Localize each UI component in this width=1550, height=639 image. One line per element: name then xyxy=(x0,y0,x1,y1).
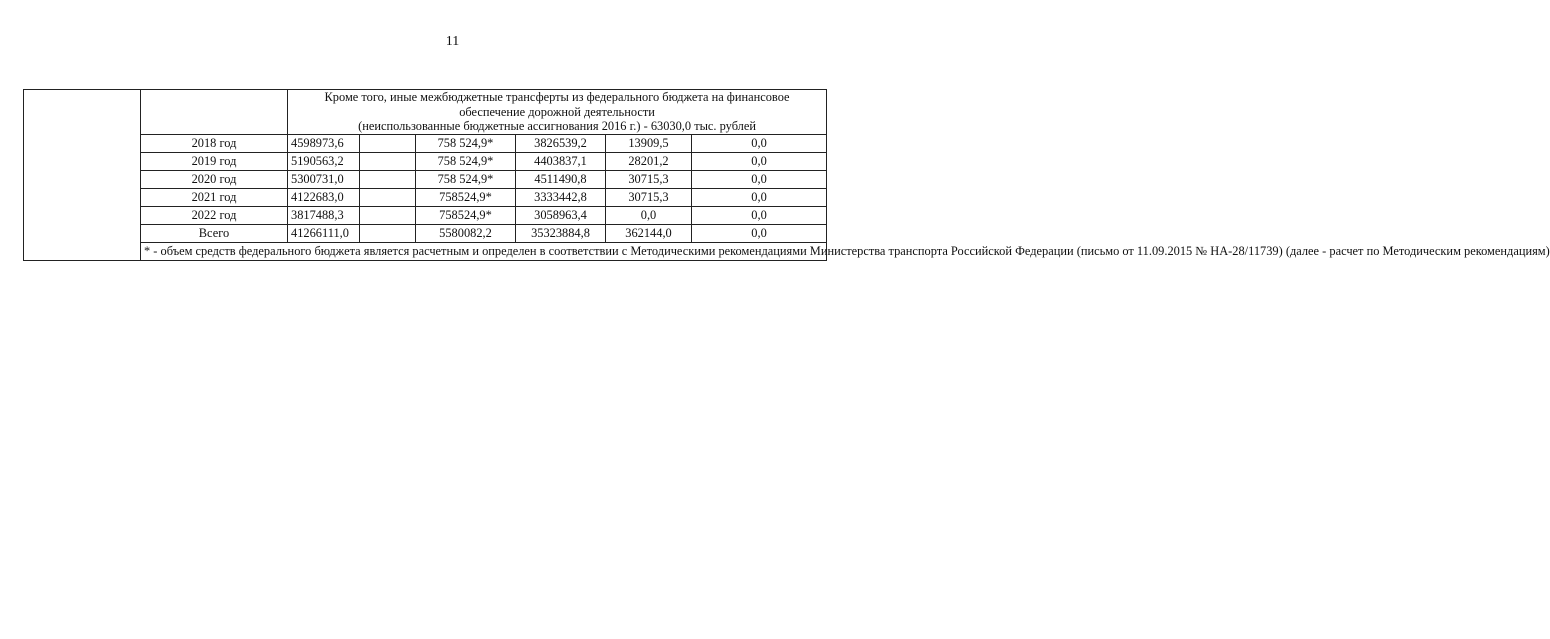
total-cell: 4598973,6 xyxy=(288,134,360,152)
empty-cell xyxy=(360,134,416,152)
federal-cell: 758524,9* xyxy=(416,188,516,206)
transfers-header-line3: (неиспользованные бюджетные ассигнования 2016 г.) - 63030,0 тыс. рублей xyxy=(358,119,756,134)
federal-cell: 758 524,9* xyxy=(416,134,516,152)
local-cell: 13909,5 xyxy=(606,134,692,152)
table-row xyxy=(24,188,827,206)
funding-table xyxy=(23,89,1550,261)
regional-cell: 3333442,8 xyxy=(516,188,606,206)
table-row xyxy=(24,152,827,170)
other-cell: 0,0 xyxy=(692,152,827,170)
other-cell: 0,0 xyxy=(692,224,827,242)
local-cell: 362144,0 xyxy=(606,224,692,242)
blank-header-cell xyxy=(141,90,288,135)
other-cell: 0,0 xyxy=(692,188,827,206)
regional-cell: 3058963,4 xyxy=(516,206,606,224)
year-cell: Всего xyxy=(141,224,288,242)
local-cell: 0,0 xyxy=(606,206,692,224)
transfers-header xyxy=(288,90,827,135)
table-row xyxy=(24,170,827,188)
blank-left-column xyxy=(24,90,141,261)
total-cell: 5300731,0 xyxy=(288,170,360,188)
other-cell: 0,0 xyxy=(692,170,827,188)
local-cell: 30715,3 xyxy=(606,188,692,206)
year-cell: 2020 год xyxy=(141,170,288,188)
other-cell: 0,0 xyxy=(692,206,827,224)
empty-cell xyxy=(360,188,416,206)
footnote-row xyxy=(24,242,827,260)
regional-cell: 3826539,2 xyxy=(516,134,606,152)
empty-cell xyxy=(360,170,416,188)
regional-cell: 4511490,8 xyxy=(516,170,606,188)
total-cell: 41266111,0 xyxy=(288,224,360,242)
table-row xyxy=(24,134,827,152)
empty-cell xyxy=(360,206,416,224)
transfers-header-line2: обеспечение дорожной деятельности xyxy=(459,104,655,119)
local-cell: 28201,2 xyxy=(606,152,692,170)
year-cell: 2022 год xyxy=(141,206,288,224)
table-row xyxy=(24,224,827,242)
empty-cell xyxy=(360,152,416,170)
year-cell: 2019 год xyxy=(141,152,288,170)
year-cell: 2021 год xyxy=(141,188,288,206)
total-cell: 5190563,2 xyxy=(288,152,360,170)
local-cell: 30715,3 xyxy=(606,170,692,188)
footnote: * - объем средств федерального бюджета является расчетным и определен в соответствии с Методическими рекомендациями Министерства транспорта Российской Федерации (письмо от 11.09.2015 № НА-28/11739) (далее - расчет по Методическим рекомендациям) xyxy=(141,242,827,260)
page-number: 11 xyxy=(445,34,460,49)
regional-cell: 4403837,1 xyxy=(516,152,606,170)
federal-cell: 758 524,9* xyxy=(416,152,516,170)
transfers-header-line1: Кроме того, иные межбюджетные трансферты из федерального бюджета на финансовое xyxy=(324,90,790,104)
regional-cell: 35323884,8 xyxy=(516,224,606,242)
table-row xyxy=(24,206,827,224)
total-cell: 4122683,0 xyxy=(288,188,360,206)
federal-cell: 758 524,9* xyxy=(416,170,516,188)
year-cell: 2018 год xyxy=(141,134,288,152)
other-cell: 0,0 xyxy=(692,134,827,152)
total-cell: 3817488,3 xyxy=(288,206,360,224)
empty-cell xyxy=(360,224,416,242)
transfers-header-row xyxy=(24,90,827,135)
federal-cell: 5580082,2 xyxy=(416,224,516,242)
federal-cell: 758524,9* xyxy=(416,206,516,224)
